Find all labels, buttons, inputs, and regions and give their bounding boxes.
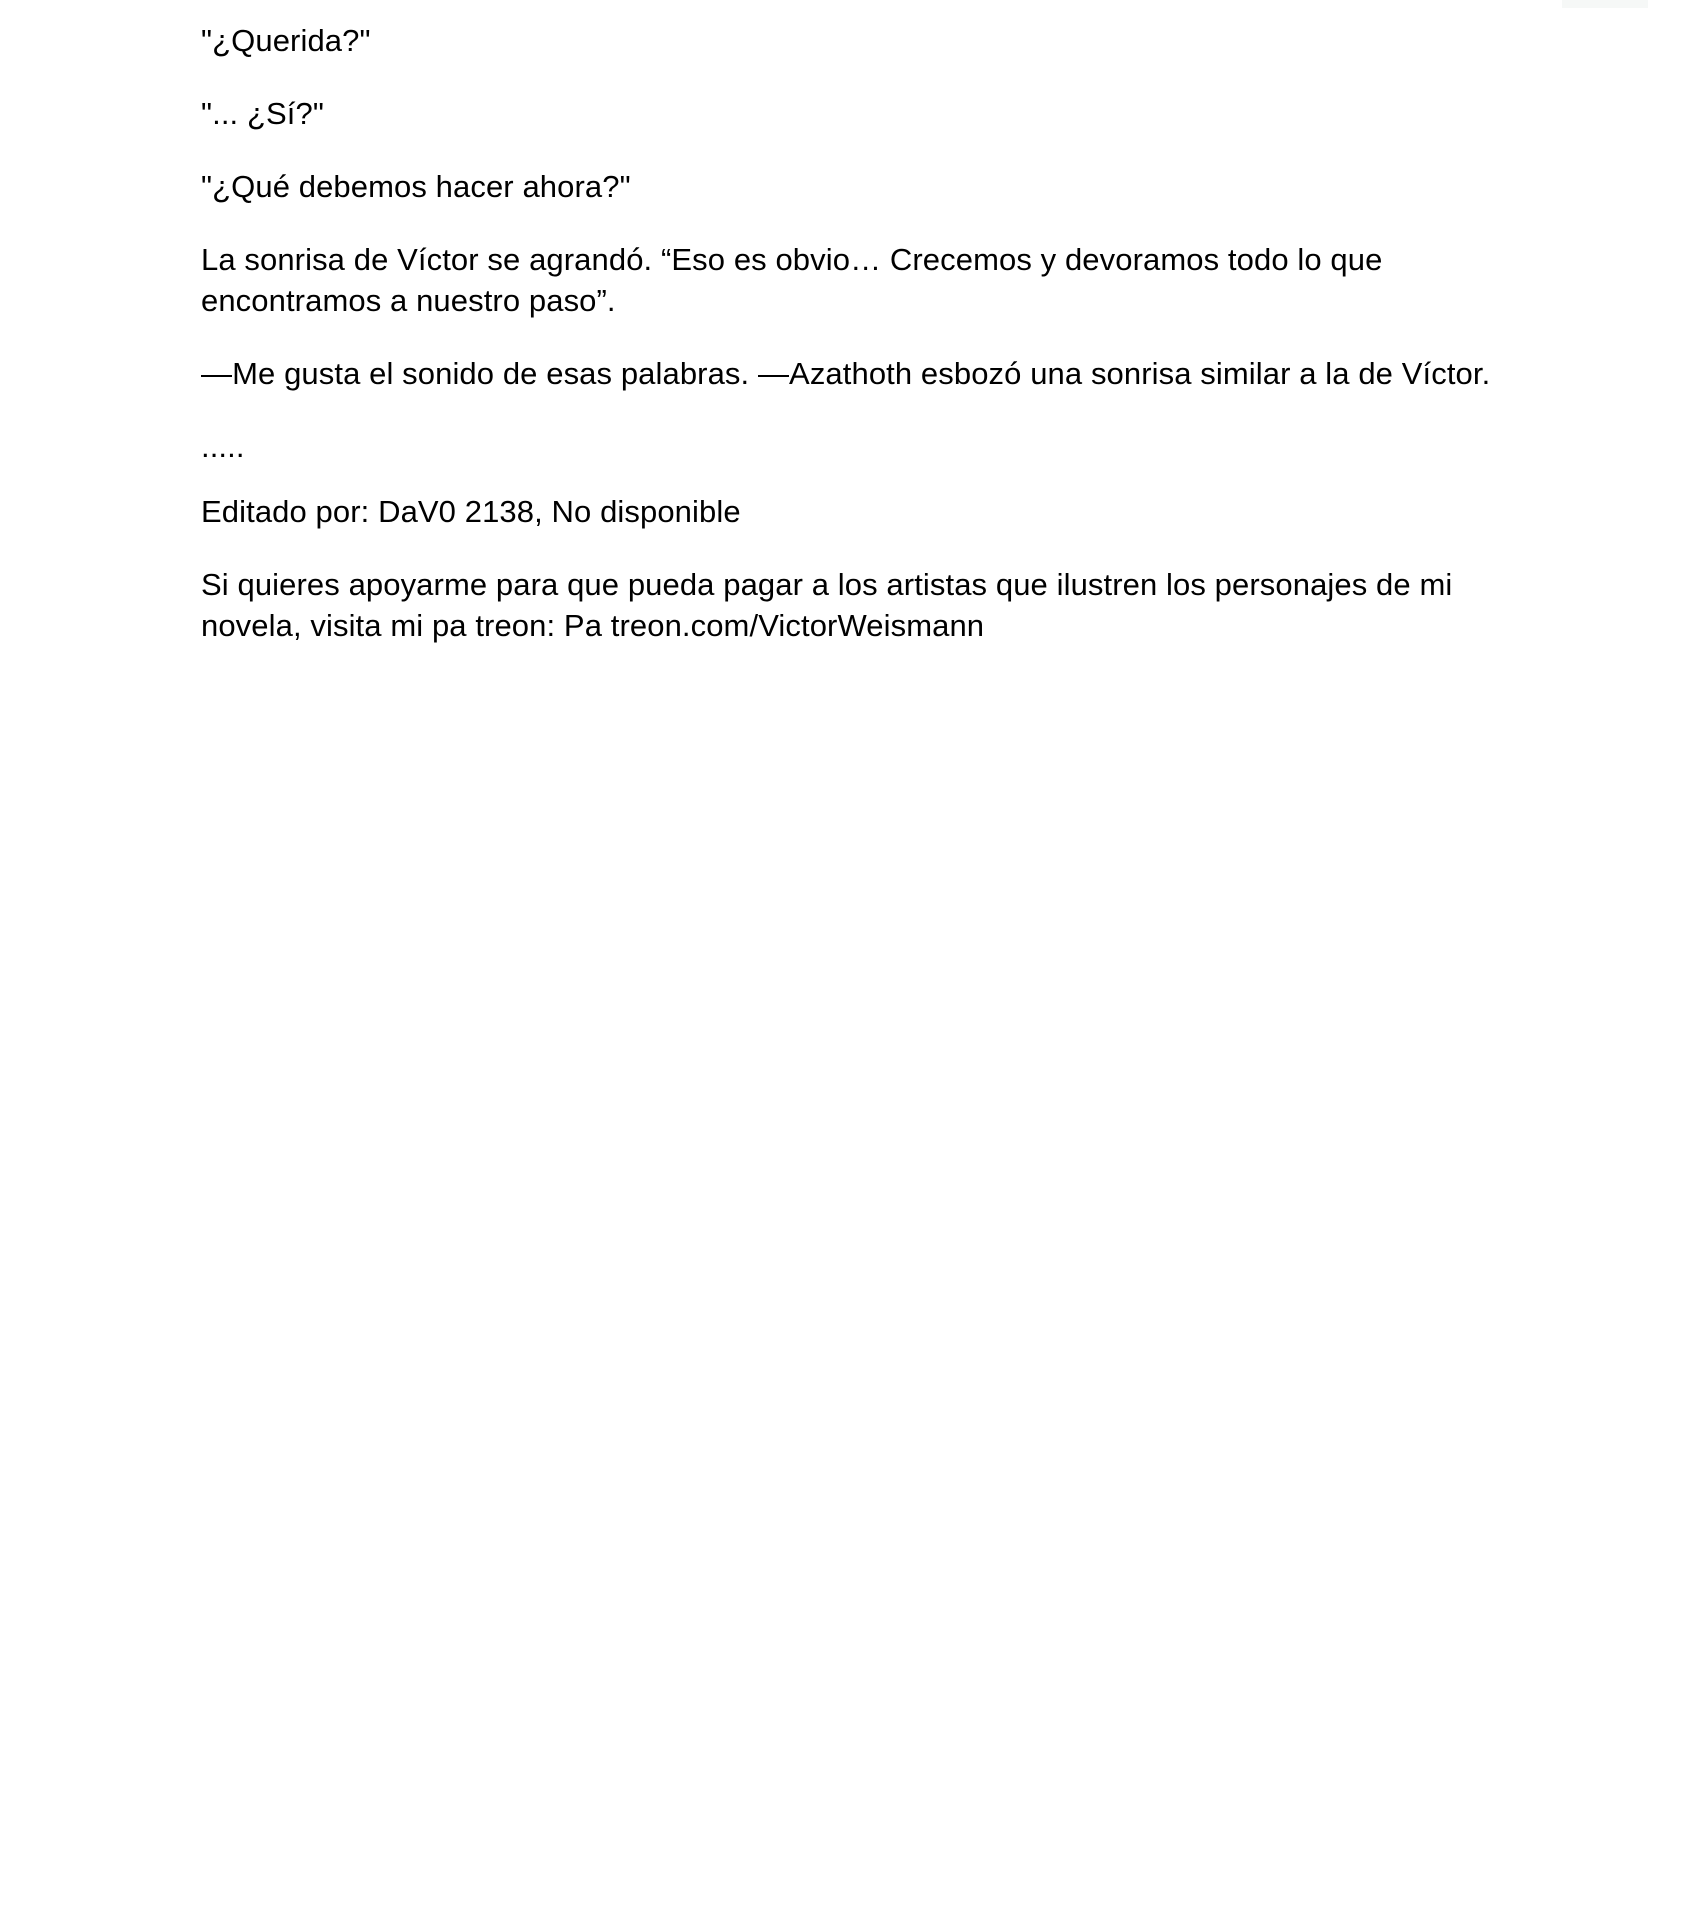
- paragraph-querida: "¿Querida?": [201, 23, 371, 58]
- document-body: [201, 20, 1521, 678]
- paragraph-sonrisa-victor: La sonrisa de Víctor se agrandó. “Eso es obvio… Crecemos y devoramos todo lo que encontramos a nuestro paso”.: [201, 242, 1383, 318]
- section-separator: .....: [201, 429, 245, 464]
- paragraph-que-debemos: "¿Qué debemos hacer ahora?": [201, 169, 631, 204]
- corner-mark: [1562, 0, 1648, 8]
- paragraph-me-gusta: —Me gusta el sonido de esas palabras. —Azathoth esbozó una sonrisa similar a la de Víctor.: [201, 356, 1491, 391]
- editor-credit: Editado por: DaV0 2138, No disponible: [201, 494, 741, 529]
- support-note: Si quieres apoyarme para que pueda pagar a los artistas que ilustren los personajes de mi novela, visita mi pa treon: Pa treon.com/VictorWeismann: [201, 567, 1453, 643]
- paragraph-si: "... ¿Sí?": [201, 96, 324, 131]
